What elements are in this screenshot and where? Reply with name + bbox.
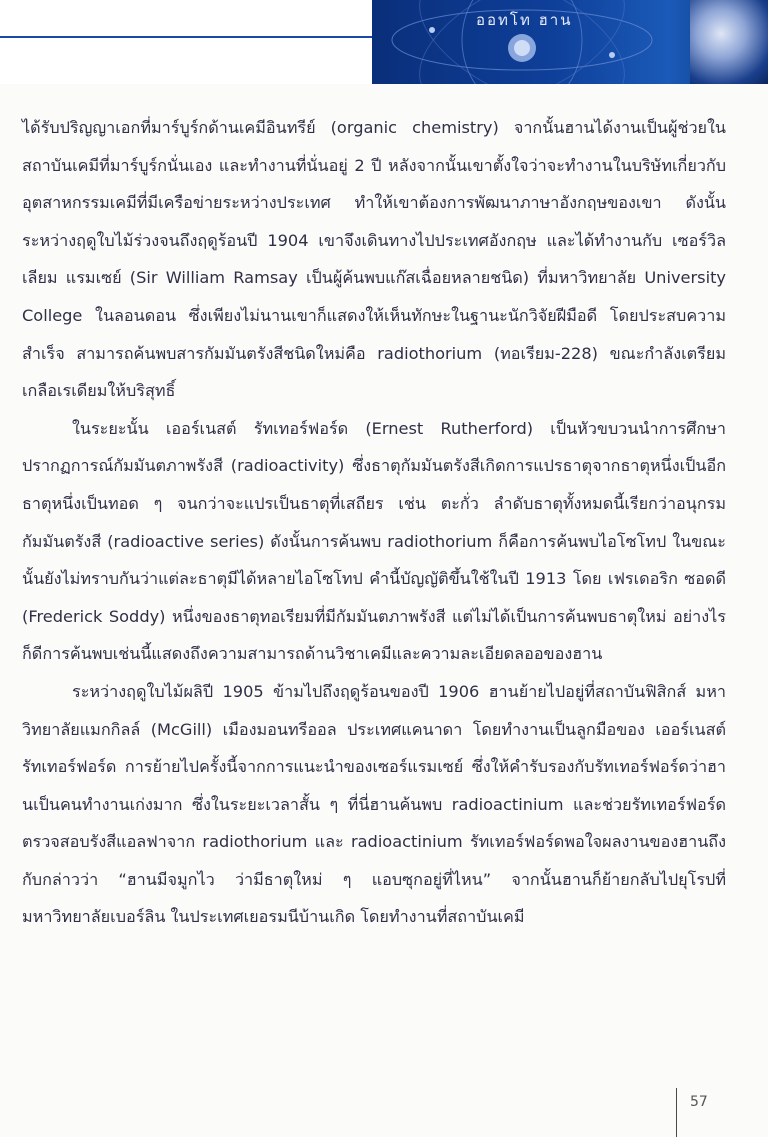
page-number: 57 <box>690 1094 708 1110</box>
header-rule <box>0 36 430 38</box>
page-header <box>0 0 768 84</box>
chapter-title: ออทโท ฮาน <box>476 11 573 29</box>
portrait-image <box>690 0 768 84</box>
paragraph: ในระยะนั้น เออร์เนสต์ รัทเทอร์ฟอร์ด (Ernest Rutherford) เป็นหัวขบวนนำการศึกษาปรากฏการณ์กัมมันตภาพรังสี (radioactivity) ซึ่งธาตุกัมมันตรังสีเกิดการแปรธาตุจากธาตุหนึ่งเป็นอีกธาตุหนึ่งเป็นทอด ๆ จนกว่าจะแปรเป็นธาตุที่เสถียร เช่น ตะกั่ว ลำดับธาตุทั้งหมดนี้เรียกว่าอนุกรมกัมมันตรังสี (radioactive series) ดังนั้นการค้นพบ radiothorium ก็คือการค้นพบไอโซโทป ในขณะนั้นยังไม่ทราบกันว่าแต่ละธาตุมีได้หลายไอโซโทป คำนี้บัญญัติขึ้นใช้ในปี 1913 โดย เฟรเดอริก ซอดดี (Frederick Soddy) หนึ่งของธาตุทอเรียมที่มีกัมมันตภาพรังสี แต่ไม่ได้เป็นการค้นพบธาตุใหม่ อย่างไรก็ดีการค้นพบเช่นนี้แสดงถึงความสามารถด้านวิชาเคมีและความละเอียดลออของฮาน <box>22 418 726 664</box>
footer-rule <box>676 1088 677 1137</box>
paragraph: ระหว่างฤดูใบไม้ผลิปี 1905 ข้ามไปถึงฤดูร้อนของปี 1906 ฮานย้ายไปอยู่ที่สถาบันฟิสิกส์ มหาวิทยาลัยแมกกิลล์ (McGill) เมืองมอนทรีออล ประเทศแคนาดา โดยทำงานเป็นลูกมือของ เออร์เนสต์ รัทเทอร์ฟอร์ด การย้ายไปครั้งนี้จากการแนะนำของเซอร์แรมเซย์ ซึ่งให้คำรับรองกับรัทเทอร์ฟอร์ดว่าฮานเป็นคนทำงานเก่งมาก ซึ่งในระยะเวลาสั้น ๆ ที่นี่ฮานค้นพบ radioactinium และช่วยรัทเทอร์ฟอร์ดตรวจสอบรังสีแอลฟาจาก radiothorium และ radioactinium รัทเทอร์ฟอร์ดพอใจผลงานของฮานถึงกับกล่าวว่า “ฮานมีจมูกไว ว่ามีธาตุใหม่ ๆ แอบซุกอยู่ที่ไหน” จากนั้นฮานก็ย้ายกลับไปยุโรปที่มหาวิทยาลัยเบอร์ลิน ในประเทศเยอรมนีบ้านเกิด โดยทำงานที่สถาบันเคมี <box>22 681 726 927</box>
article-body <box>22 109 726 936</box>
paragraph: ได้รับปริญญาเอกที่มาร์บูร์กด้านเคมีอินทรีย์ (organic chemistry) จากนั้นฮานได้งานเป็นผู้ช่วยในสถาบันเคมีที่มาร์บูร์กนั่นเอง และทำงานที่นั่นอยู่ 2 ปี หลังจากนั้นเขาตั้งใจว่าจะทำงานในบริษัทเกี่ยวกับอุตสาหกรรมเคมีที่มีเครือข่ายระหว่างประเทศ ทำให้เขาต้องการพัฒนาภาษาอังกฤษของเขา ดังนั้นระหว่างฤดูใบไม้ร่วงจนถึงฤดูร้อนปี 1904 เขาจึงเดินทางไปประเทศอังกฤษ และได้ทำงานกับ เซอร์วิลเลียม แรมเซย์ (Sir William Ramsay เป็นผู้ค้นพบแก๊สเฉื่อยหลายชนิด) ที่มหาวิทยาลัย University College ในลอนดอน ซึ่งเพียงไม่นานเขาก็แสดงให้เห็นทักษะในฐานะนักวิจัยฝีมือดี โดยประสบความสำเร็จ สามารถค้นพบสารกัมมันตรังสีชนิดใหม่คือ radiothorium (ทอเรียม-228) ขณะกำลังเตรียมเกลือเรเดียมให้บริสุทธิ์ <box>22 118 726 401</box>
